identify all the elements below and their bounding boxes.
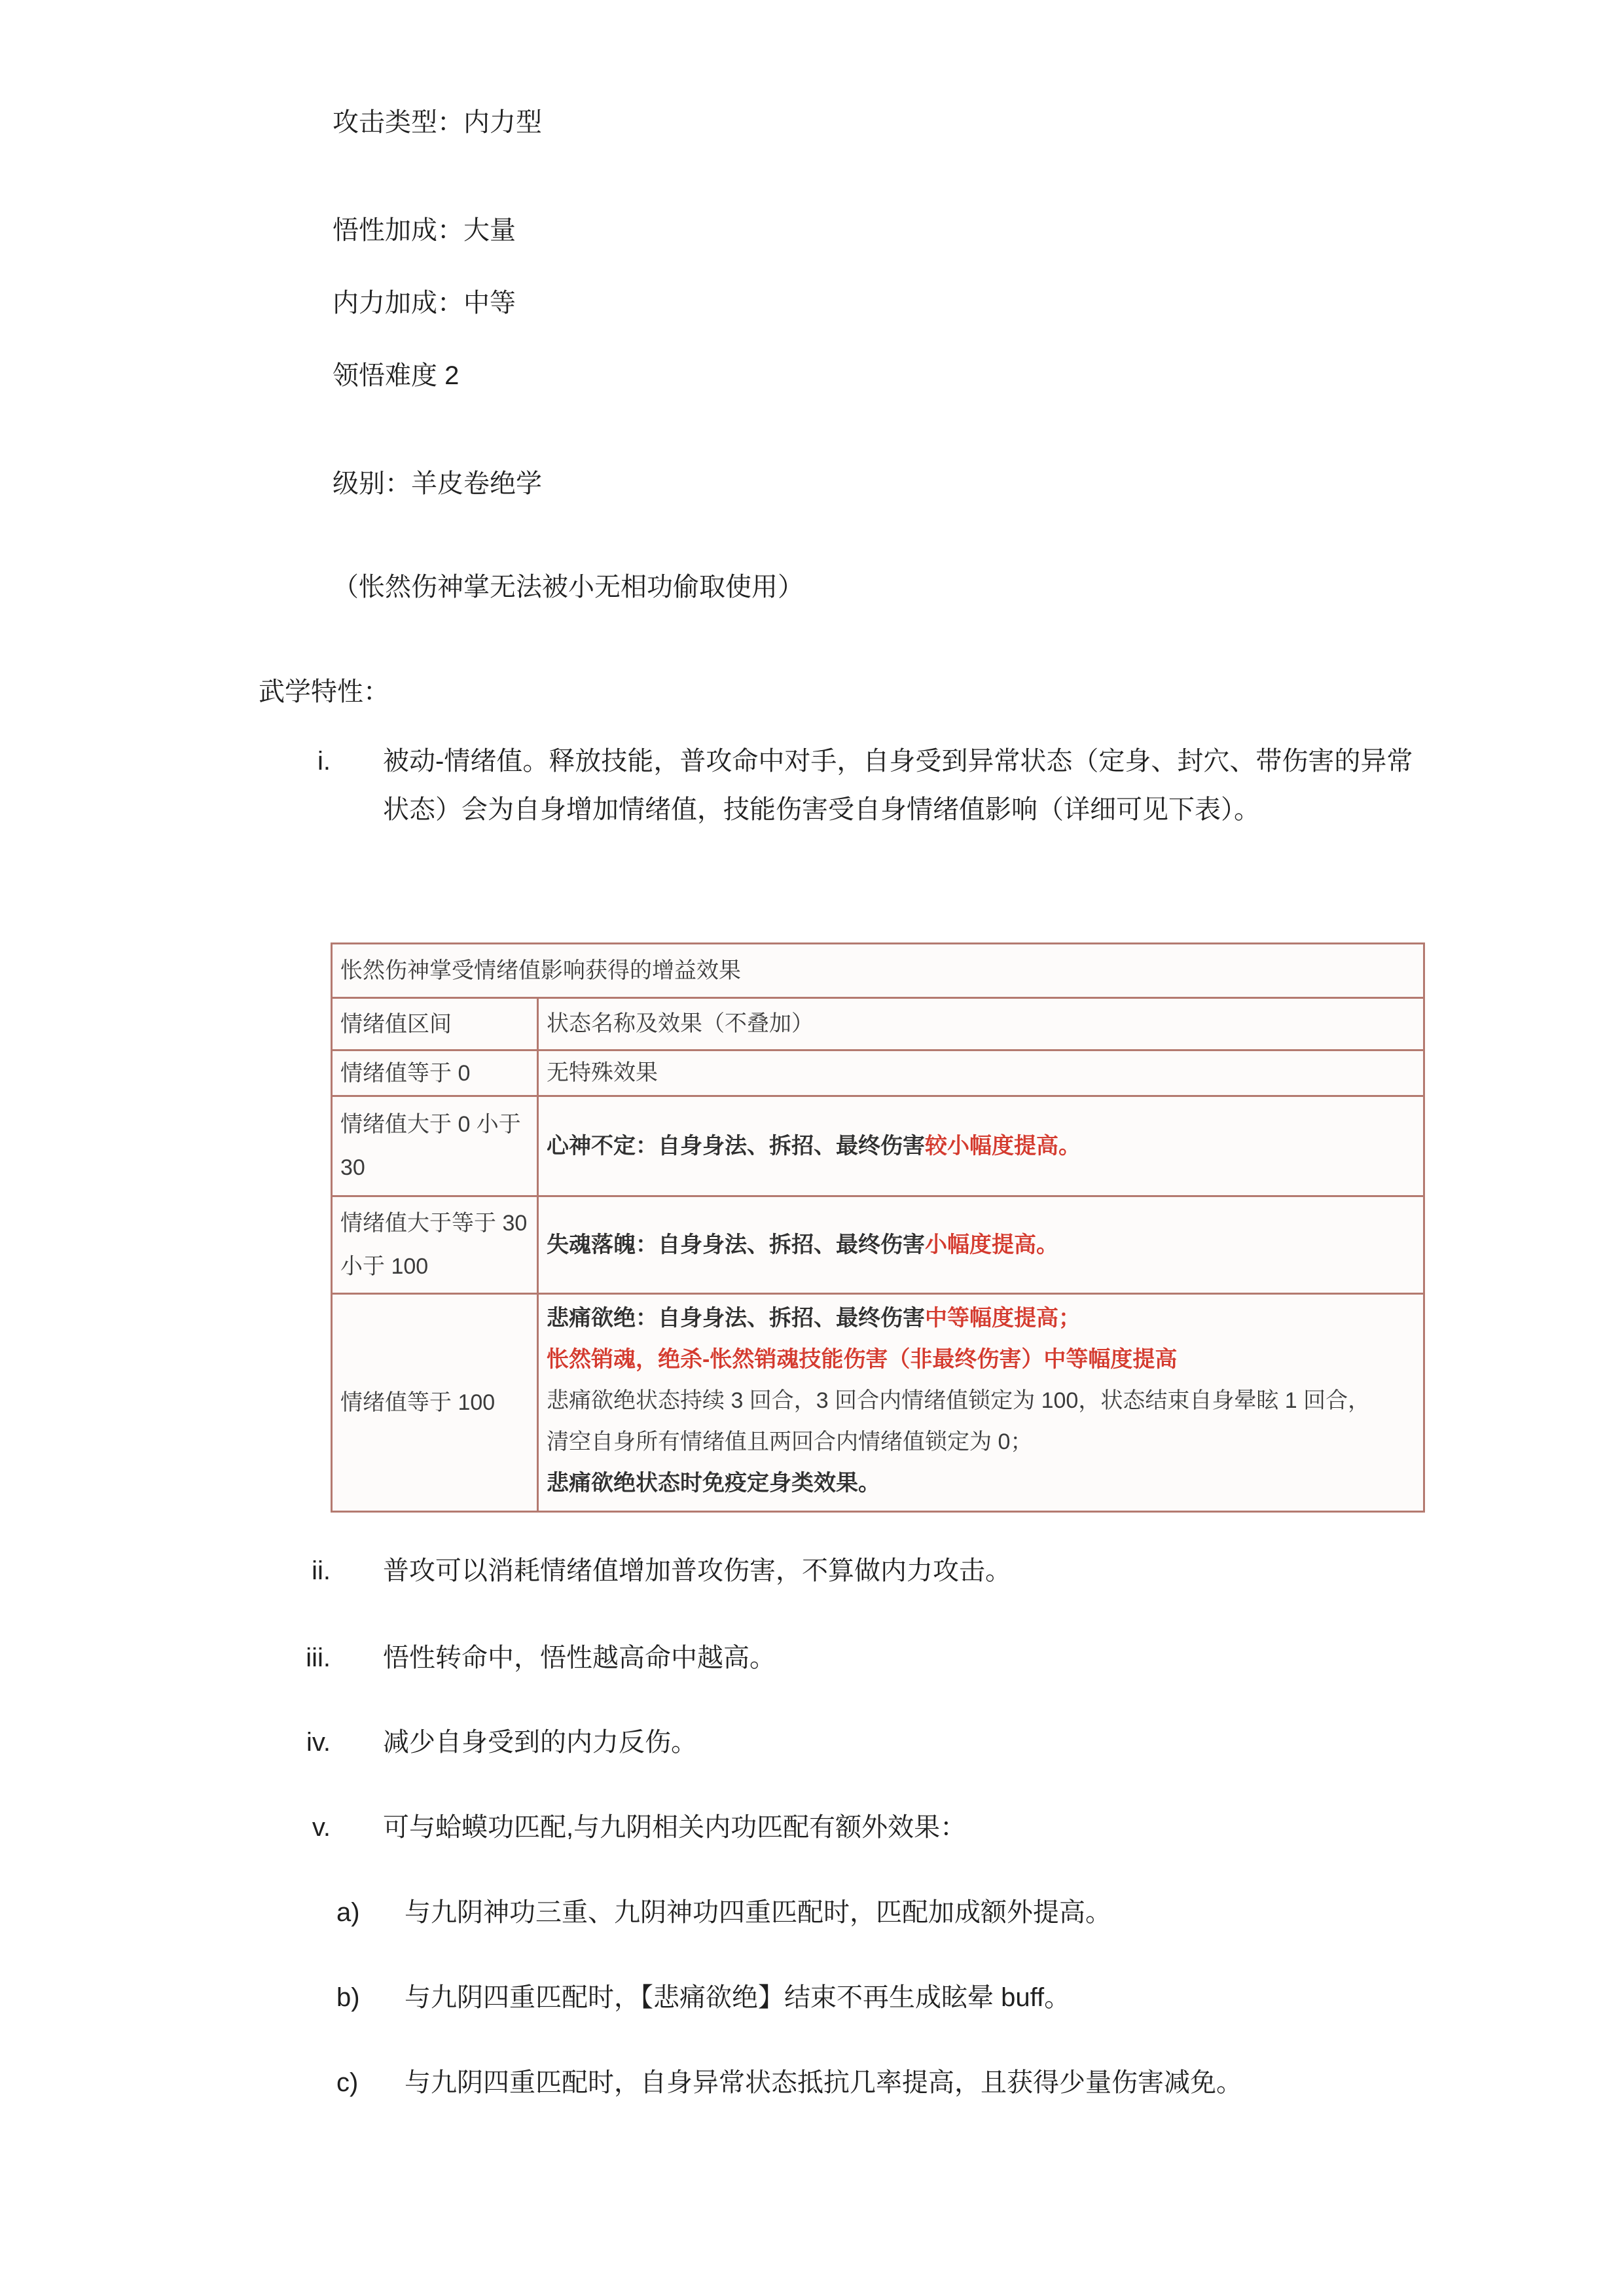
feature-text: 普攻可以消耗情绪值增加普攻伤害，不算做内力攻击。 [383, 1556, 1011, 1585]
column-header-status-effect [539, 999, 1423, 1049]
table-title-row [333, 944, 1423, 997]
effect-line [547, 1225, 1416, 1266]
sub-feature-item-b [336, 1973, 1489, 2022]
sub-feature-text: 与九阴神功三重、九阴神功四重匹配时，匹配加成额外提高。 [405, 1898, 1111, 1927]
feature-item-basic-attack [236, 1547, 1424, 1595]
stat-learning-difficulty: 领悟难度 2 [333, 361, 460, 390]
effect-line [547, 1339, 1416, 1380]
effect-cell [539, 1097, 1423, 1195]
feature-item-reduce-reflect [236, 1718, 1424, 1767]
effect-segment: 无特殊效果 [547, 1060, 658, 1085]
emotion-range-cell: 情绪值大于 0 小于 30 [333, 1097, 539, 1195]
list-marker: c) [336, 2068, 359, 2097]
emotion-buff-table [331, 942, 1425, 1513]
table-row [333, 1293, 1423, 1511]
effect-segment: 怅然销魂，绝杀-怅然销魂技能伤害（非最终伤害）中等幅度提高 [547, 1347, 1178, 1372]
effect-segment: 小幅度提高。 [925, 1232, 1058, 1257]
section-title-martial-traits: 武学特性： [259, 677, 389, 706]
feature-text: 可与蛤蟆功匹配,与九阴相关内功匹配有额外效果： [383, 1813, 967, 1842]
effect-line [547, 1052, 1416, 1094]
sub-feature-item-c [336, 2058, 1489, 2107]
list-marker: a) [336, 1898, 360, 1927]
effect-segment: 失魂落魄：自身身法、拆招、最终伤害 [547, 1232, 925, 1257]
emotion-range-cell: 情绪值大于等于 30 小于 100 [333, 1197, 539, 1293]
sub-feature-text: 与九阴四重匹配时，【悲痛欲绝】结束不再生成眩晕 buff。 [405, 1983, 1071, 2012]
feature-item-passive-emotion [236, 737, 1424, 834]
effect-segment: 心神不定：自身身法、拆招、最终伤害 [547, 1133, 925, 1158]
list-marker: iv. [306, 1728, 331, 1757]
table-header-row [333, 997, 1423, 1049]
list-marker: i. [317, 747, 331, 776]
emotion-range-cell: 情绪值等于 100 [333, 1295, 539, 1511]
list-marker: ii. [312, 1556, 331, 1585]
effect-cell [539, 1295, 1423, 1511]
list-marker: iii. [306, 1643, 331, 1672]
list-marker: v. [312, 1813, 331, 1842]
table-row [333, 1195, 1423, 1293]
effect-segment: 清空自身所有情绪值且两回合内情绪值锁定为 0； [547, 1429, 1033, 1454]
stat-attack-type: 攻击类型：内力型 [333, 108, 542, 137]
stat-comprehension-bonus: 悟性加成：大量 [333, 216, 516, 245]
feature-text: 被动-情绪值。释放技能，普攻命中对手，自身受到异常状态（定身、封穴、带伤害的异常状态）会为自身增加情绪值，技能伤害受自身情绪值影响（详细可见下表）。 [383, 747, 1413, 824]
column-header-emotion-range: 情绪值区间 [333, 999, 539, 1049]
effect-segment: 中等幅度提高； [925, 1306, 1081, 1331]
effect-cell [539, 1051, 1423, 1095]
table-row [333, 1049, 1423, 1095]
effect-cell [539, 1197, 1423, 1293]
effect-line [547, 1463, 1416, 1504]
effect-segment: 悲痛欲绝：自身身法、拆招、最终伤害 [547, 1306, 925, 1331]
stat-internal-bonus: 内力加成：中等 [333, 289, 516, 317]
effect-line [547, 1422, 1416, 1463]
effect-line [547, 1298, 1416, 1339]
emotion-range-cell: 情绪值等于 0 [333, 1051, 539, 1095]
table-row [333, 1095, 1423, 1195]
feature-text: 悟性转命中，悟性越高命中越高。 [383, 1643, 776, 1672]
feature-item-match-neigong [236, 1803, 1424, 1852]
effect-segment: 较小幅度提高。 [925, 1133, 1081, 1158]
header-text: 状态名称及效果（不叠加） [547, 1011, 814, 1036]
effect-segment: 悲痛欲绝状态时免疫定身类效果。 [547, 1471, 880, 1496]
feature-text: 减少自身受到的内力反伤。 [383, 1728, 697, 1757]
list-marker: b) [336, 1983, 360, 2012]
feature-item-comprehension-hit [236, 1634, 1424, 1682]
restriction-note: （怅然伤神掌无法被小无相功偷取使用） [333, 573, 804, 601]
stat-grade: 级别：羊皮卷绝学 [333, 469, 542, 498]
sub-feature-text: 与九阴四重匹配时，自身异常状态抵抗几率提高，且获得少量伤害减免。 [405, 2068, 1242, 2097]
effect-line [547, 1380, 1416, 1422]
effect-line [547, 1126, 1416, 1167]
table-title: 怅然伤神掌受情绪值影响获得的增益效果 [340, 958, 741, 983]
sub-feature-item-a [336, 1888, 1489, 1937]
effect-segment: 悲痛欲绝状态持续 3 回合，3 回合内情绪值锁定为 100，状态结束自身晕眩 1 回合， [547, 1388, 1371, 1413]
